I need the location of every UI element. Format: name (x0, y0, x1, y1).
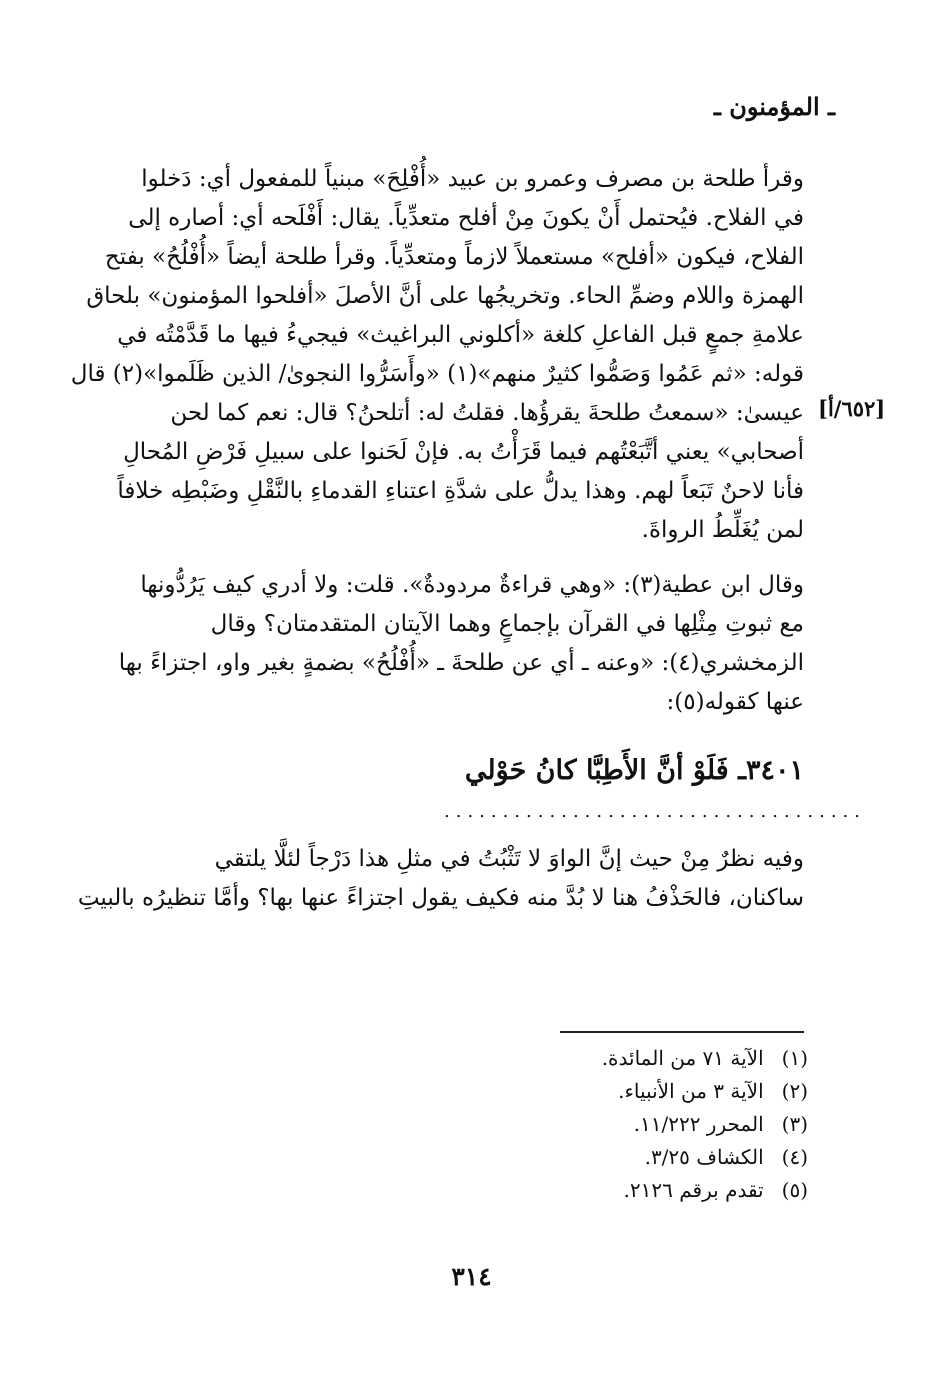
text-line: علامةِ جمعٍ قبل الفاعلِ كلغة «أكلوني البراغيث» فيجيءُ فيها ما قَدَّمْتُه في (117, 322, 804, 348)
footnote-text: المحرر ١١/٢٢٢. (633, 1112, 764, 1136)
poetry-verse: ٣٤٠١ـ فَلَوْ أنَّ الأَطِبَّا كانُ حَوْلي (464, 755, 804, 786)
footnote (602, 1108, 808, 1141)
footnote-text: الآية ٣ من الأنبياء. (618, 1079, 764, 1103)
text-line: ساكنان، فالحَذْفُ هنا لا بُدَّ منه فكيف يقول اجتزاءً عنها بها؟ وأمَّا تنظيرُه بالبيتِ (77, 885, 804, 911)
text-line: مع ثبوتِ مِثْلِها في القرآن بإجماعٍ وهما الآيتان المتقدمتان؟ وقال (210, 611, 804, 637)
footnote-number: (٥) (781, 1178, 808, 1202)
footnote (602, 1042, 808, 1075)
footnote-text: الكشاف ٣/٢٥. (644, 1145, 764, 1169)
text-line: وقرأ طلحة بن مصرف وعمرو بن عبيد «أُفْلِحَ» مبنياً للمفعول أي: دَخلوا (141, 166, 804, 192)
footnote-text: تقدم برقم ٢١٢٦. (623, 1178, 764, 1202)
footnote-divider (560, 1031, 804, 1033)
ellipsis-dots: .................................... (444, 801, 866, 822)
footnotes (602, 1042, 808, 1207)
text-line: عيسىٰ: «سمعتُ طلحةَ يقرؤُها. فقلتُ له: أتلحنُ؟ قال: نعم كما لحن (170, 400, 804, 426)
footnote-number: (٢) (781, 1079, 808, 1103)
text-line: قوله: «ثم عَمُوا وَصَمُّوا كثيرٌ منهم»(١) «وأَسَرُّوا النجوىٰ/ الذين ظَلَموا»(٢) قال (70, 361, 804, 387)
footnote-number: (٤) (781, 1145, 808, 1169)
text-line: فأنا لاحنٌ تَبَعاً لهم. وهذا يدلُّ على شدَّةِ اعتناءِ القدماءِ بالنَّقْلِ وضَبْطِه خلافاً (117, 478, 804, 504)
paragraph-2 (90, 566, 804, 722)
text-line: أصحابي» يعني أتَّبَعْتُهم فيما قَرَأْتُ به. فإنْ لَحَنوا على سبيلِ فَرْضِ المُحالِ (123, 439, 804, 465)
text-line: الزمخشري(٤): «وعنه ـ أي عن طلحةَ ـ «أُفْلُحُ» بضمةٍ بغير واو، اجتزاءً بها (118, 650, 804, 676)
page-number: ٣١٤ (451, 1262, 492, 1291)
text-line: الهمزة واللام وضمِّ الحاء. وتخريجُها على أنَّ الأصلَ «أفلحوا المؤمنون» بلحاق (86, 283, 804, 309)
footnote-text: الآية ٧١ من المائدة. (601, 1046, 764, 1070)
text-line: وقال ابن عطية(٣): «وهي قراءةٌ مردودةٌ». قلت: ولا أدري كيف يَرُدُّونها (140, 572, 804, 598)
text-line: لمن يُغَلِّطُ الرواةَ. (641, 517, 804, 543)
paragraph-3 (77, 840, 804, 918)
footnote-number: (٣) (781, 1112, 808, 1136)
running-head: ـ المؤمنون ـ (713, 92, 835, 121)
footnote (602, 1075, 808, 1108)
text-line: وفيه نظرٌ مِنْ حيث إنَّ الواوَ لا تَثْبُتُ في مثلِ هذا دَرْجاً لئلَّا يلتقي (214, 846, 804, 872)
footnote-number: (١) (781, 1046, 808, 1070)
footnote (602, 1141, 808, 1174)
manuscript-folio-note: [٦٥٢/أ] (818, 396, 886, 421)
paragraph-1 (70, 160, 804, 550)
text-line: في الفلاح. فيُحتمل أَنْ يكونَ مِنْ أفلح متعدِّياً. يقال: أَفْلَحه أي: أصاره إلى (128, 205, 804, 231)
footnote (602, 1174, 808, 1207)
text-line: الفلاح، فيكون «أفلح» مستعملاً لازماً ومتعدِّياً. وقرأ طلحة أيضاً «أُفْلُحُ» بفتح (104, 244, 804, 270)
text-line: عنها كقوله(٥): (666, 689, 804, 715)
